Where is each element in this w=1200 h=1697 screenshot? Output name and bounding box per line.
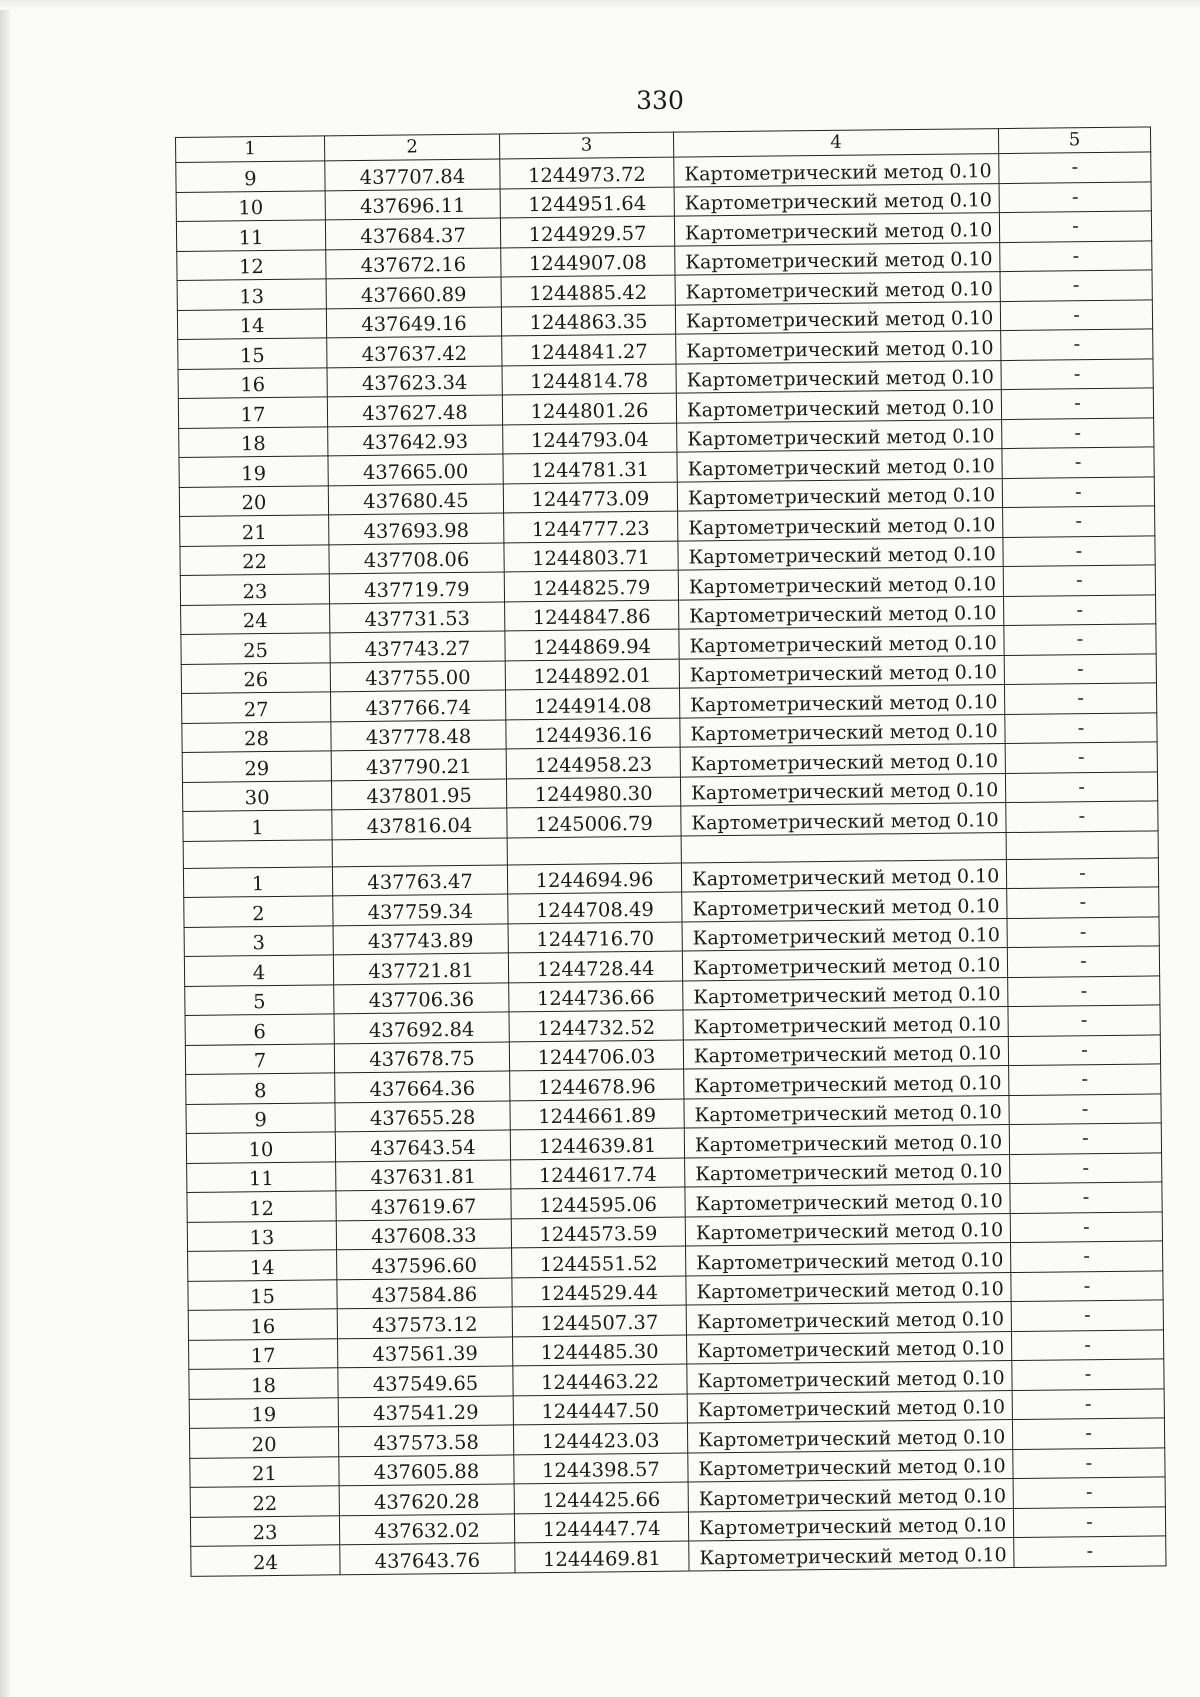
- x-coordinate-cell: 437743.89: [333, 923, 508, 954]
- header-cell-3: 3: [499, 132, 673, 159]
- x-coordinate-cell: 437684.37: [325, 218, 500, 249]
- x-coordinate-cell: 437655.28: [335, 1100, 510, 1131]
- method-cell: Картометрический метод 0.10: [688, 1508, 1013, 1541]
- method-cell: Картометрический метод 0.10: [675, 301, 1000, 334]
- x-coordinate-cell: 437763.47: [332, 864, 507, 895]
- y-coordinate-cell: 1244825.79: [504, 570, 678, 601]
- note-cell: -: [1010, 1211, 1162, 1242]
- point-number-cell: 9: [186, 1102, 335, 1133]
- x-coordinate-cell: 437680.45: [328, 483, 503, 514]
- point-number-cell: 10: [176, 190, 325, 221]
- point-number-cell: 18: [179, 426, 328, 457]
- note-cell: -: [1013, 1477, 1165, 1508]
- y-coordinate-cell: 1244425.66: [514, 1482, 688, 1513]
- point-number-cell: 22: [190, 1486, 339, 1517]
- note-cell: -: [1000, 299, 1152, 330]
- point-number-cell: 1: [183, 866, 332, 897]
- x-coordinate-cell: 437706.36: [334, 982, 509, 1013]
- point-number-cell: 13: [177, 279, 326, 310]
- method-cell: Картометрический метод 0.10: [685, 1213, 1010, 1246]
- y-coordinate-cell: 1244507.37: [512, 1305, 686, 1336]
- method-cell: Картометрический метод 0.10: [680, 714, 1005, 747]
- method-cell: Картометрический метод 0.10: [688, 1479, 1013, 1512]
- x-coordinate-cell: 437743.27: [330, 631, 505, 662]
- x-coordinate-cell: 437816.04: [332, 808, 507, 839]
- method-cell: Картометрический метод 0.10: [678, 537, 1003, 570]
- note-cell: -: [1010, 1182, 1162, 1213]
- empty-cell: [332, 837, 507, 866]
- x-coordinate-cell: 437692.84: [334, 1012, 509, 1043]
- y-coordinate-cell: 1244398.57: [514, 1453, 688, 1484]
- y-coordinate-cell: 1244958.23: [506, 747, 680, 778]
- x-coordinate-cell: 437619.67: [336, 1189, 511, 1220]
- y-coordinate-cell: 1244814.78: [502, 364, 676, 395]
- note-cell: -: [1003, 535, 1155, 566]
- y-coordinate-cell: 1244617.74: [511, 1158, 685, 1189]
- method-cell: Картометрический метод 0.10: [685, 1184, 1010, 1217]
- point-number-cell: 13: [187, 1220, 336, 1251]
- method-cell: Картометрический метод 0.10: [685, 1154, 1010, 1187]
- y-coordinate-cell: 1244841.27: [502, 334, 676, 365]
- x-coordinate-cell: 437584.86: [337, 1277, 512, 1308]
- note-cell: -: [1012, 1359, 1164, 1390]
- point-number-cell: 11: [187, 1161, 336, 1192]
- note-cell: -: [1012, 1418, 1164, 1449]
- method-cell: Картометрический метод 0.10: [676, 360, 1001, 393]
- note-cell: -: [1007, 887, 1159, 918]
- method-cell: Картометрический метод 0.10: [677, 449, 1002, 482]
- y-coordinate-cell: 1244447.50: [513, 1394, 687, 1425]
- note-cell: -: [1009, 1064, 1161, 1095]
- y-coordinate-cell: 1244716.70: [508, 922, 682, 953]
- note-cell: -: [1013, 1447, 1165, 1478]
- point-number-cell: 10: [186, 1132, 335, 1163]
- x-coordinate-cell: 437623.34: [327, 365, 502, 396]
- point-number-cell: 1: [183, 810, 332, 841]
- point-number-cell: 6: [185, 1014, 334, 1045]
- note-cell: -: [1001, 358, 1153, 389]
- y-coordinate-cell: 1244863.35: [501, 305, 675, 336]
- note-cell: -: [1013, 1506, 1165, 1537]
- x-coordinate-cell: 437573.12: [337, 1307, 512, 1338]
- y-coordinate-cell: 1244595.06: [511, 1187, 685, 1218]
- x-coordinate-cell: 437627.48: [327, 395, 502, 426]
- y-coordinate-cell: 1244793.04: [503, 423, 677, 454]
- x-coordinate-cell: 437637.42: [327, 336, 502, 367]
- note-cell: -: [1002, 417, 1154, 448]
- y-coordinate-cell: 1244706.03: [509, 1040, 683, 1071]
- note-cell: -: [999, 152, 1151, 183]
- method-cell: Картометрический метод 0.10: [684, 1125, 1009, 1158]
- method-cell: Картометрический метод 0.10: [674, 183, 999, 216]
- y-coordinate-cell: 1244773.09: [503, 482, 677, 513]
- point-number-cell: 17: [189, 1338, 338, 1369]
- method-cell: Картометрический метод 0.10: [680, 744, 1005, 777]
- y-coordinate-cell: 1244463.22: [513, 1364, 687, 1395]
- note-cell: -: [1004, 653, 1156, 684]
- method-cell: Картометрический метод 0.10: [684, 1066, 1009, 1099]
- point-number-cell: 24: [191, 1545, 340, 1576]
- x-coordinate-cell: 437643.54: [335, 1130, 510, 1161]
- point-number-cell: 29: [182, 751, 331, 782]
- method-cell: Картометрический метод 0.10: [676, 390, 1001, 423]
- y-coordinate-cell: 1244708.49: [508, 892, 682, 923]
- method-cell: Картометрический метод 0.10: [675, 272, 1000, 305]
- x-coordinate-cell: 437620.28: [339, 1484, 514, 1515]
- note-cell: -: [999, 181, 1151, 212]
- note-cell: -: [1009, 1093, 1161, 1124]
- method-cell: Картометрический метод 0.10: [683, 1007, 1008, 1040]
- x-coordinate-cell: 437721.81: [333, 953, 508, 984]
- x-coordinate-cell: 437708.06: [329, 542, 504, 573]
- x-coordinate-cell: 437678.75: [334, 1041, 509, 1072]
- y-coordinate-cell: 1244973.72: [500, 157, 674, 188]
- method-cell: Картометрический метод 0.10: [679, 685, 1004, 718]
- y-coordinate-cell: 1244573.59: [511, 1217, 685, 1248]
- note-cell: -: [1000, 270, 1152, 301]
- point-number-cell: 16: [188, 1309, 337, 1340]
- point-number-cell: 3: [184, 925, 333, 956]
- point-number-cell: 16: [178, 367, 327, 398]
- point-number-cell: 26: [181, 662, 330, 693]
- point-number-cell: 27: [182, 692, 331, 723]
- point-number-cell: 5: [185, 984, 334, 1015]
- method-cell: Картометрический метод 0.10: [686, 1243, 1011, 1276]
- point-number-cell: 21: [180, 515, 329, 546]
- note-cell: -: [1007, 916, 1159, 947]
- y-coordinate-cell: 1244929.57: [500, 216, 674, 247]
- page-number: 330: [636, 86, 684, 115]
- method-cell: Картометрический метод 0.10: [686, 1331, 1011, 1364]
- note-cell: -: [1011, 1270, 1163, 1301]
- x-coordinate-cell: 437707.84: [325, 159, 500, 190]
- x-coordinate-cell: 437605.88: [339, 1454, 514, 1485]
- point-number-cell: 15: [188, 1279, 337, 1310]
- note-cell: -: [1012, 1388, 1164, 1419]
- point-number-cell: 23: [190, 1515, 339, 1546]
- y-coordinate-cell: 1244781.31: [503, 452, 677, 483]
- point-number-cell: 20: [189, 1427, 338, 1458]
- y-coordinate-cell: 1244529.44: [512, 1276, 686, 1307]
- note-cell: -: [1014, 1536, 1166, 1567]
- method-cell: Картометрический метод 0.10: [679, 596, 1004, 629]
- y-coordinate-cell: 1244951.64: [500, 187, 674, 218]
- x-coordinate-cell: 437766.74: [331, 690, 506, 721]
- method-cell: Картометрический метод 0.10: [683, 977, 1008, 1010]
- method-cell: Картометрический метод 0.10: [674, 154, 999, 187]
- point-number-cell: 24: [181, 603, 330, 634]
- point-number-cell: 15: [178, 338, 327, 369]
- scan-top-noise: [0, 0, 1200, 10]
- note-cell: -: [1005, 771, 1157, 802]
- note-cell: -: [1011, 1300, 1163, 1331]
- method-cell: Картометрический метод 0.10: [681, 859, 1006, 892]
- point-number-cell: 2: [184, 896, 333, 927]
- y-coordinate-cell: 1244736.66: [509, 981, 683, 1012]
- note-cell: -: [1000, 240, 1152, 271]
- x-coordinate-cell: 437693.98: [329, 513, 504, 544]
- point-number-cell: 20: [179, 485, 328, 516]
- x-coordinate-cell: 437541.29: [338, 1395, 513, 1426]
- note-cell: -: [1010, 1152, 1162, 1183]
- x-coordinate-cell: 437790.21: [331, 749, 506, 780]
- x-coordinate-cell: 437561.39: [338, 1336, 513, 1367]
- y-coordinate-cell: 1245006.79: [507, 806, 681, 837]
- y-coordinate-cell: 1244661.89: [510, 1099, 684, 1130]
- x-coordinate-cell: 437643.76: [340, 1543, 515, 1574]
- method-cell: Картометрический метод 0.10: [677, 419, 1002, 452]
- y-coordinate-cell: 1244801.26: [502, 393, 676, 424]
- x-coordinate-cell: 437660.89: [326, 277, 501, 308]
- x-coordinate-cell: 437631.81: [336, 1159, 511, 1190]
- y-coordinate-cell: 1244447.74: [514, 1512, 688, 1543]
- note-cell: -: [1003, 565, 1155, 596]
- y-coordinate-cell: 1244885.42: [501, 275, 675, 306]
- method-cell: Картометрический метод 0.10: [679, 626, 1004, 659]
- x-coordinate-cell: 437596.60: [337, 1248, 512, 1279]
- y-coordinate-cell: 1244423.03: [513, 1423, 687, 1454]
- point-number-cell: 8: [186, 1073, 335, 1104]
- y-coordinate-cell: 1244678.96: [510, 1069, 684, 1100]
- method-cell: Картометрический метод 0.10: [682, 948, 1007, 981]
- y-coordinate-cell: 1244869.94: [505, 629, 679, 660]
- y-coordinate-cell: 1244732.52: [509, 1010, 683, 1041]
- x-coordinate-cell: 437664.36: [335, 1071, 510, 1102]
- x-coordinate-cell: 437573.58: [338, 1425, 513, 1456]
- y-coordinate-cell: 1244694.96: [507, 863, 681, 894]
- y-coordinate-cell: 1244980.30: [506, 777, 680, 808]
- y-coordinate-cell: 1244469.81: [515, 1541, 689, 1572]
- note-cell: -: [1002, 476, 1154, 507]
- point-number-cell: 30: [182, 780, 331, 811]
- point-number-cell: 23: [180, 574, 329, 605]
- header-cell-2: 2: [324, 134, 499, 161]
- x-coordinate-cell: 437649.16: [326, 306, 501, 337]
- point-number-cell: 19: [179, 456, 328, 487]
- x-coordinate-cell: 437665.00: [328, 454, 503, 485]
- y-coordinate-cell: 1244728.44: [508, 951, 682, 982]
- x-coordinate-cell: 437719.79: [329, 572, 504, 603]
- coordinates-table: [175, 126, 1167, 1576]
- y-coordinate-cell: 1244936.16: [506, 718, 680, 749]
- method-cell: Картометрический метод 0.10: [677, 478, 1002, 511]
- note-cell: -: [1001, 329, 1153, 360]
- y-coordinate-cell: 1244639.81: [510, 1128, 684, 1159]
- x-coordinate-cell: 437672.16: [326, 247, 501, 278]
- note-cell: -: [1008, 1005, 1160, 1036]
- point-number-cell: 19: [189, 1397, 338, 1428]
- empty-cell: [681, 832, 1006, 863]
- note-cell: -: [1008, 1034, 1160, 1065]
- header-cell-1: 1: [176, 136, 325, 163]
- x-coordinate-cell: 437801.95: [331, 778, 506, 809]
- note-cell: -: [1005, 742, 1157, 773]
- y-coordinate-cell: 1244485.30: [512, 1335, 686, 1366]
- y-coordinate-cell: 1244551.52: [512, 1246, 686, 1277]
- y-coordinate-cell: 1244914.08: [506, 688, 680, 719]
- x-coordinate-cell: 437778.48: [331, 719, 506, 750]
- y-coordinate-cell: 1244803.71: [504, 541, 678, 572]
- point-number-cell: 25: [181, 633, 330, 664]
- coordinates-table-body: [176, 127, 1167, 1576]
- method-cell: Картометрический метод 0.10: [679, 655, 1004, 688]
- method-cell: Картометрический метод 0.10: [687, 1390, 1012, 1423]
- point-number-cell: 22: [180, 544, 329, 575]
- note-cell: -: [1002, 447, 1154, 478]
- note-cell: -: [1011, 1241, 1163, 1272]
- method-cell: Картометрический метод 0.10: [687, 1420, 1012, 1453]
- method-cell: Картометрический метод 0.10: [683, 1036, 1008, 1069]
- empty-cell: [183, 839, 332, 868]
- y-coordinate-cell: 1244907.08: [501, 246, 675, 277]
- method-cell: Картометрический метод 0.10: [682, 918, 1007, 951]
- note-cell: -: [1004, 594, 1156, 625]
- point-number-cell: 12: [187, 1191, 336, 1222]
- point-number-cell: 17: [178, 397, 327, 428]
- note-cell: -: [1003, 506, 1155, 537]
- method-cell: Картометрический метод 0.10: [682, 889, 1007, 922]
- point-number-cell: 21: [190, 1456, 339, 1487]
- method-cell: Картометрический метод 0.10: [675, 242, 1000, 275]
- header-cell-5: 5: [998, 127, 1150, 154]
- y-coordinate-cell: 1244847.86: [505, 600, 679, 631]
- x-coordinate-cell: 437696.11: [325, 188, 500, 219]
- scan-edge-shadow: [0, 0, 10, 1697]
- coordinates-sheet: [175, 126, 1166, 1576]
- method-cell: Картометрический метод 0.10: [684, 1095, 1009, 1128]
- method-cell: Картометрический метод 0.10: [674, 213, 999, 246]
- method-cell: Картометрический метод 0.10: [676, 331, 1001, 364]
- x-coordinate-cell: 437755.00: [330, 660, 505, 691]
- point-number-cell: 11: [176, 220, 325, 251]
- point-number-cell: 4: [184, 955, 333, 986]
- header-cell-4: 4: [673, 129, 998, 158]
- x-coordinate-cell: 437642.93: [328, 424, 503, 455]
- method-cell: Картометрический метод 0.10: [689, 1538, 1014, 1571]
- method-cell: Картометрический метод 0.10: [686, 1302, 1011, 1335]
- x-coordinate-cell: 437608.33: [336, 1218, 511, 1249]
- note-cell: -: [1004, 624, 1156, 655]
- point-number-cell: 28: [182, 721, 331, 752]
- point-number-cell: 18: [189, 1368, 338, 1399]
- method-cell: Картометрический метод 0.10: [681, 803, 1006, 836]
- point-number-cell: 14: [188, 1250, 337, 1281]
- point-number-cell: 7: [185, 1043, 334, 1074]
- note-cell: -: [1001, 388, 1153, 419]
- empty-cell: [507, 836, 681, 865]
- y-coordinate-cell: 1244777.23: [504, 511, 678, 542]
- note-cell: -: [999, 211, 1151, 242]
- point-number-cell: 12: [177, 249, 326, 280]
- x-coordinate-cell: 437759.34: [333, 894, 508, 925]
- method-cell: Картометрический метод 0.10: [687, 1361, 1012, 1394]
- method-cell: Картометрический метод 0.10: [688, 1449, 1013, 1482]
- method-cell: Картометрический метод 0.10: [686, 1272, 1011, 1305]
- note-cell: -: [1005, 712, 1157, 743]
- point-number-cell: 14: [177, 308, 326, 339]
- note-cell: -: [1004, 683, 1156, 714]
- note-cell: -: [1006, 857, 1158, 888]
- note-cell: -: [1011, 1329, 1163, 1360]
- x-coordinate-cell: 437632.02: [339, 1513, 514, 1544]
- point-number-cell: 9: [176, 161, 325, 192]
- y-coordinate-cell: 1244892.01: [505, 659, 679, 690]
- x-coordinate-cell: 437731.53: [330, 601, 505, 632]
- note-cell: -: [1009, 1123, 1161, 1154]
- note-cell: -: [1007, 946, 1159, 977]
- method-cell: Картометрический метод 0.10: [678, 567, 1003, 600]
- method-cell: Картометрический метод 0.10: [678, 508, 1003, 541]
- note-cell: -: [1006, 801, 1158, 832]
- method-cell: Картометрический метод 0.10: [680, 773, 1005, 806]
- x-coordinate-cell: 437549.65: [338, 1366, 513, 1397]
- empty-cell: [1006, 830, 1158, 859]
- note-cell: -: [1008, 975, 1160, 1006]
